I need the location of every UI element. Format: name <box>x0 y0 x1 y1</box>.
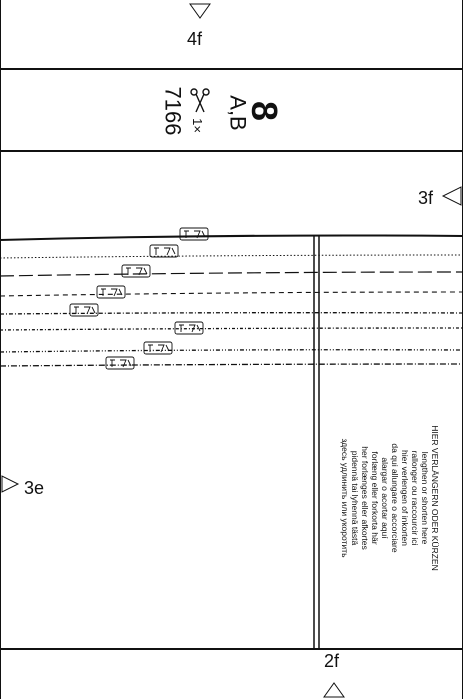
size-line-solid <box>0 236 463 241</box>
pattern-number: 7166 <box>160 86 186 136</box>
size-42-icon <box>70 304 98 316</box>
left-notch-label: 3e <box>24 478 45 498</box>
left-notch-icon <box>2 476 18 492</box>
bottom-notch-icon <box>324 683 344 697</box>
size-34-icon <box>180 228 208 240</box>
size-36-icon <box>150 245 178 257</box>
top-notch-label: 4f <box>187 29 203 49</box>
adjust-note-line: HIER VERLÄNGERN ODER KÜRZEN <box>430 425 440 571</box>
adjust-note-line: alargar o acortar aquí <box>380 457 390 539</box>
size-48-icon <box>106 357 134 369</box>
size-line-dashdot-3 <box>0 350 463 352</box>
adjust-note-line: pidennä tai lyhennä tästä <box>350 450 360 546</box>
size-tags <box>70 228 208 369</box>
cut-count: 1× <box>189 118 205 133</box>
adjust-note-line: forlæng eller forkorta här <box>370 451 380 545</box>
top-notch-icon <box>190 4 210 18</box>
bottom-notch-label: 2f <box>324 651 340 671</box>
size-40-icon <box>97 286 125 298</box>
size-line-dashdot-2 <box>0 328 463 330</box>
size-44-icon <box>175 322 203 334</box>
size-line-dash <box>0 292 463 296</box>
piece-views: A,B <box>225 95 251 131</box>
right-notch-label: 3f <box>418 188 434 208</box>
scissors-icon <box>191 89 209 112</box>
right-notch-icon <box>443 187 461 205</box>
adjust-note-line: her forlænges eller afkortes <box>360 446 370 550</box>
size-38-icon <box>122 265 150 277</box>
piece-number: 8 <box>244 100 286 122</box>
adjust-note-line: da qui allungare o accorciare <box>390 443 400 553</box>
size-46-icon <box>144 342 172 354</box>
size-line-dashdot-4 <box>0 364 463 366</box>
size-line-dashdot-1 <box>0 313 463 314</box>
size-line-longdash <box>0 272 463 276</box>
adjust-note-line: rallonger ou raccourcir ici <box>410 450 420 546</box>
adjust-note-line: hier verlengen of inkorten <box>400 450 410 546</box>
adjust-note-line: lengthen or shorten here <box>420 451 430 545</box>
adjust-note-line: здесь удлинить или укоротить <box>340 438 350 558</box>
size-line-dotted <box>0 255 463 258</box>
